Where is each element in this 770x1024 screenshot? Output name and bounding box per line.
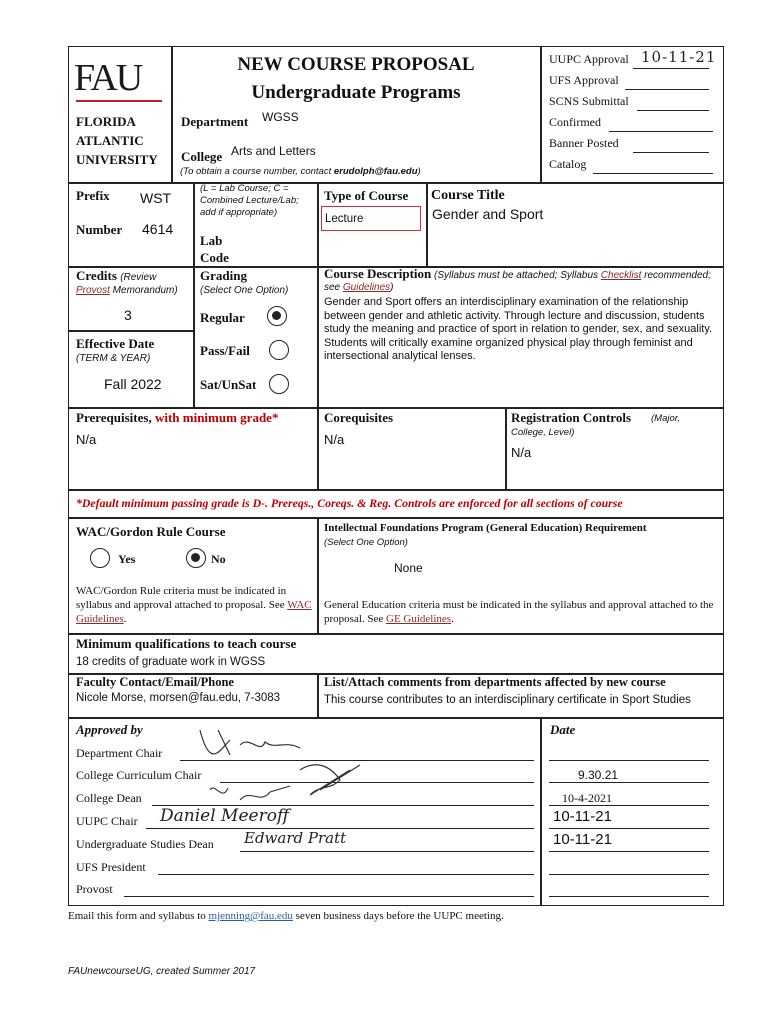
catalog-label: Catalog — [549, 157, 587, 171]
signoff-divider — [540, 717, 542, 906]
contact-note — [180, 166, 421, 177]
ifp-label: Intellectual Foundations Program (General Education) Requirement — [324, 522, 647, 534]
wac-guidelines-link[interactable]: WAC Guidelines — [76, 599, 312, 625]
grading-passfail-radio[interactable] — [269, 340, 289, 360]
wac-note — [76, 584, 312, 626]
ufs-approval-label: UFS Approval — [549, 73, 619, 87]
registration-controls-note: (Major, College, Level) — [511, 413, 681, 438]
faculty-row-bottom — [68, 717, 724, 719]
approved-by-label: Approved by — [76, 722, 143, 737]
signoff-date-line[interactable] — [549, 760, 709, 761]
ifp-note: (Select One Option) — [324, 537, 408, 548]
signoff-date-line[interactable] — [549, 851, 709, 852]
ifp-criteria-text: General Education criteria must be indicated in the syllabus and approval attached to the proposal. See — [324, 599, 714, 625]
default-note-bottom — [68, 517, 724, 519]
guidelines-link[interactable]: Guidelines — [342, 282, 391, 293]
scns-submittal-line[interactable] — [637, 110, 709, 111]
banner-posted-line[interactable] — [633, 152, 709, 153]
scns-submittal-label: SCNS Submittal — [549, 94, 629, 108]
signoff-date-line[interactable] — [549, 896, 709, 897]
signoff-signature-line[interactable] — [158, 874, 534, 875]
signoff-date: 9.30.21 — [578, 768, 619, 782]
prefix-label: Prefix — [76, 188, 110, 203]
signoff-signature-line[interactable] — [240, 851, 534, 852]
fau-logo — [74, 56, 164, 106]
signoff-role: College Curriculum Chair — [76, 768, 202, 782]
form-title: NEW COURSE PROPOSAL — [237, 54, 475, 75]
prerequisites-label — [76, 410, 278, 426]
form-subtitle: Undergraduate Programs — [251, 82, 461, 103]
effective-date-value[interactable]: Fall 2022 — [104, 376, 162, 392]
effective-date-label: Effective Date — [76, 336, 155, 351]
uupc-approval-line — [633, 68, 709, 69]
submission-email-link[interactable]: mjenning@fau.edu — [208, 910, 293, 922]
type-of-course-field[interactable] — [321, 206, 421, 231]
faculty-contact-label: Faculty Contact/Email/Phone — [76, 675, 234, 689]
provost-link[interactable]: Provost — [76, 285, 110, 296]
curriculum-chair-signature — [300, 765, 360, 795]
contact-note-post: ) — [417, 166, 421, 177]
form-created-note: FAUnewcourseUG, created Summer 2017 — [68, 966, 256, 977]
ifp-criteria-end: . — [451, 613, 454, 625]
ufs-approval-line[interactable] — [625, 89, 709, 90]
ifp-value[interactable]: None — [394, 561, 423, 575]
signoff-role: Undergraduate Studies Dean — [76, 837, 214, 851]
prereq-divider-1 — [317, 407, 319, 489]
prerequisites-label-red: with minimum grade* — [154, 410, 279, 425]
university-line3: UNIVERSITY — [76, 152, 158, 167]
course-description-text[interactable]: Gender and Sport offers an interdisciplinary examination of the relationship between gender and athletic activity. Through lecture and discussion, students study the meaning and practice of sport in relation to gender, sex, and sexuality. Students will critically examine organized physical play through feminist and intersectional analytical lenses. — [324, 296, 713, 363]
course-description-label: Course Description — [324, 266, 432, 281]
description-note-mid: recommended; see — [324, 270, 711, 293]
signoff-date: 10-11-21 — [553, 831, 612, 848]
signoff-date: 10-4-2021 — [562, 791, 612, 805]
number-label: Number — [76, 222, 123, 237]
credits-label-text: Credits — [76, 268, 117, 283]
signoff-date: 10-11-21 — [553, 808, 612, 825]
registration-controls-value[interactable]: N/a — [511, 445, 532, 460]
lab-code-label-line2: Code — [200, 250, 229, 265]
effective-date-note: (TERM & YEAR) — [76, 353, 151, 364]
wac-row-bottom — [68, 633, 724, 635]
college-label: College — [181, 149, 223, 164]
signature-scribbles — [190, 710, 390, 840]
faculty-contact-value[interactable]: Nicole Morse, morsen@fau.edu, 7-3083 — [76, 692, 281, 704]
type-of-course-label: Type of Course — [324, 188, 409, 203]
uupc-approval-value[interactable]: 10-11-21 — [641, 48, 717, 66]
prerequisites-label-text: Prerequisites, — [76, 410, 155, 425]
signoff-role: UFS President — [76, 860, 146, 874]
email-instructions-pre: Email this form and syllabus to — [68, 910, 209, 922]
header-divider-right — [540, 46, 542, 182]
confirmed-label: Confirmed — [549, 115, 601, 129]
credits-note-pre: (Review — [120, 272, 157, 283]
credits-note — [76, 285, 178, 296]
ge-guidelines-link[interactable]: GE Guidelines — [386, 613, 452, 625]
grading-passfail-label: Pass/Fail — [200, 343, 250, 358]
course-title-value[interactable]: Gender and Sport — [432, 206, 544, 222]
signoff-role: Department Chair — [76, 746, 163, 760]
email-instructions — [68, 910, 504, 922]
comments-label: List/Attach comments from departments affected by new course — [324, 675, 666, 689]
lab-note: (L = Lab Course; C = Combined Lecture/Lab; add if appropriate) — [200, 183, 299, 218]
prefix-value[interactable]: WST — [140, 190, 172, 206]
ifp-criteria — [324, 598, 720, 626]
wac-note-text: WAC/Gordon Rule criteria must be indicated in syllabus and approval attached to proposal. See — [76, 585, 288, 611]
signoff-date-line[interactable] — [549, 782, 709, 783]
dean-signature — [210, 786, 290, 800]
uupc-approval-label: UUPC Approval — [549, 52, 629, 66]
prereq-row-bottom — [68, 489, 724, 491]
prerequisites-value[interactable]: N/a — [76, 432, 97, 447]
wac-note-end: . — [123, 613, 127, 625]
minimum-qualifications-value[interactable]: 18 credits of graduate work in WGSS — [76, 656, 266, 668]
contact-email[interactable]: erudolph@fau.edu — [333, 166, 418, 177]
date-label: Date — [550, 722, 576, 737]
email-instructions-post: seven business days before the UUPC meeting. — [292, 910, 504, 922]
course-title-label: Course Title — [431, 188, 505, 203]
default-grade-note: *Default minimum passing grade is D-. Prereqs., Coreqs. & Reg. Controls are enforced for all sections of course — [76, 496, 623, 510]
wac-yes-label: Yes — [118, 552, 136, 566]
signoff-signature-line[interactable] — [124, 896, 534, 897]
wac-divider — [317, 517, 319, 633]
comments-value[interactable]: This course contributes to an interdisciplinary certificate in Sport Studies — [324, 694, 691, 706]
department-value[interactable]: WGSS — [262, 110, 299, 124]
grading-regular-radio[interactable] — [267, 306, 287, 326]
grading-regular-label: Regular — [200, 310, 245, 325]
corequisites-label: Corequisites — [324, 410, 394, 425]
credits-value[interactable]: 3 — [124, 307, 132, 323]
signoff-role: College Dean — [76, 791, 142, 805]
course-divider-3 — [426, 182, 428, 266]
wac-no-radio[interactable] — [186, 548, 206, 568]
signoff-role: Provost — [76, 882, 113, 896]
course-divider-1 — [193, 182, 195, 408]
signoff-date-line[interactable] — [549, 874, 709, 875]
logo-underline — [76, 100, 162, 102]
header-bottom-rule — [68, 182, 724, 184]
signoff-date-line[interactable] — [549, 828, 709, 829]
logo-text: FAU — [74, 57, 142, 99]
wac-label: WAC/Gordon Rule Course — [76, 524, 226, 539]
minimum-qualifications-label: Minimum qualifications to teach course — [76, 636, 297, 651]
university-line2: ATLANTIC — [76, 133, 144, 148]
college-value[interactable]: Arts and Letters — [231, 144, 316, 158]
lab-code-label-line1: Lab — [200, 233, 223, 248]
dept-chair-signature — [200, 730, 300, 755]
header-divider-left — [171, 46, 173, 182]
checklist-link[interactable]: Checklist — [600, 270, 642, 281]
credits-note-post: Memorandum) — [109, 285, 178, 296]
credits-label — [76, 268, 156, 284]
corequisites-value[interactable]: N/a — [324, 432, 345, 447]
catalog-line[interactable] — [593, 173, 713, 174]
description-row-bottom — [68, 407, 724, 409]
confirmed-line[interactable] — [609, 131, 713, 132]
description-note-post: ) — [390, 282, 394, 293]
course-divider-2 — [317, 182, 319, 408]
signoff-role: UUPC Chair — [76, 814, 138, 828]
number-value[interactable]: 4614 — [142, 221, 174, 237]
contact-note-pre: (To obtain a course number, contact — [180, 166, 334, 177]
prereq-divider-2 — [505, 407, 507, 489]
lab-code-label — [200, 232, 229, 266]
wac-yes-radio[interactable] — [90, 548, 110, 568]
banner-posted-label: Banner Posted — [549, 136, 619, 150]
grading-note: (Select One Option) — [200, 285, 289, 296]
credits-effective-divider — [68, 330, 194, 332]
university-name — [76, 112, 158, 169]
signoff-signature: Daniel Meeroff — [160, 806, 289, 826]
course-description-header — [324, 268, 720, 294]
grading-satunsat-radio[interactable] — [269, 374, 289, 394]
grading-satunsat-label: Sat/UnSat — [200, 377, 257, 392]
signoff-signature: Edward Pratt — [244, 829, 347, 847]
grading-label: Grading — [200, 268, 247, 283]
registration-controls-label: Registration Controls — [511, 410, 632, 425]
description-note-pre: (Syllabus must be attached; Syllabus — [434, 270, 601, 281]
wac-no-label: No — [211, 552, 226, 566]
university-line1: FLORIDA — [76, 114, 136, 129]
department-label: Department — [181, 114, 249, 129]
type-of-course-value: Lecture — [325, 213, 364, 225]
